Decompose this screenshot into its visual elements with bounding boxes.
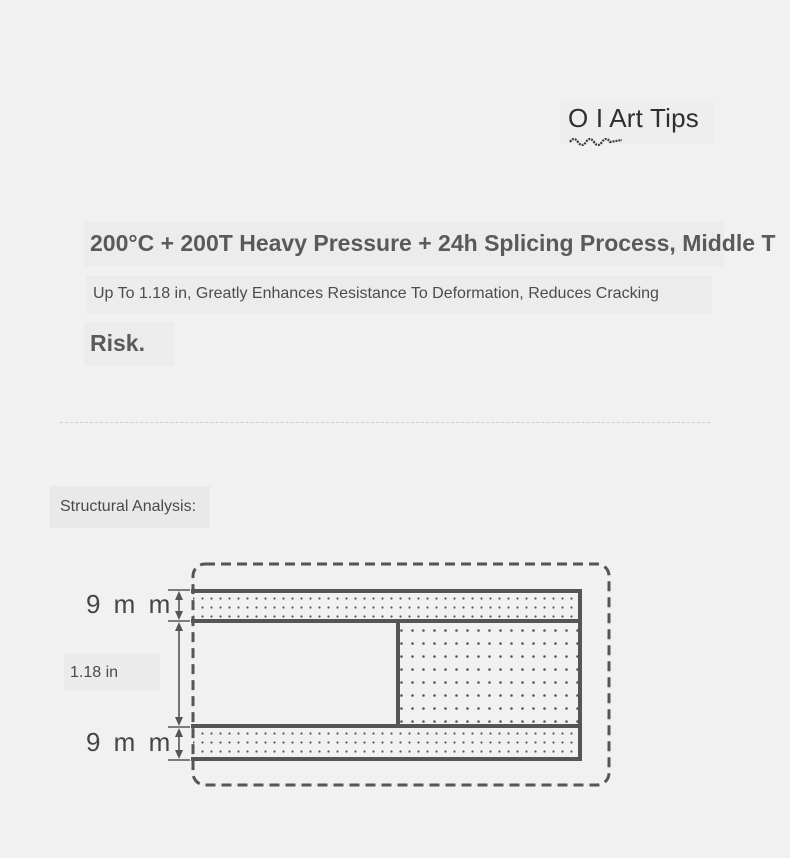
headline-line-1-text: 200°C + 200T Heavy Pressure + 24h Splicing Process, Middle T bbox=[90, 230, 776, 256]
headline-line-2-text: Up To 1.18 in, Greatly Enhances Resistance To Deformation, Reduces Cracking bbox=[93, 285, 659, 302]
core-right-fill bbox=[398, 622, 580, 725]
headline-line-3-text: Risk. bbox=[90, 330, 145, 356]
headline-line-3 bbox=[84, 322, 174, 366]
core-thickness-text: 1.18 in bbox=[70, 664, 119, 681]
section-title bbox=[50, 486, 210, 528]
bottom-layer-thickness-label: 9 m m bbox=[86, 727, 174, 757]
bottom-layer-fill bbox=[193, 727, 580, 759]
headline-line-2 bbox=[86, 276, 712, 314]
headline-line-1 bbox=[84, 222, 776, 266]
section-title-text: Structural Analysis: bbox=[60, 498, 197, 515]
core-thickness-label bbox=[64, 654, 160, 690]
brand-block bbox=[560, 100, 714, 144]
top-layer-fill bbox=[193, 591, 580, 620]
brand-title: O I Art Tips bbox=[568, 103, 699, 133]
top-layer-thickness-label: 9 m m bbox=[86, 589, 174, 619]
brand-squiggle-icon bbox=[568, 134, 628, 146]
section-divider bbox=[60, 422, 710, 423]
